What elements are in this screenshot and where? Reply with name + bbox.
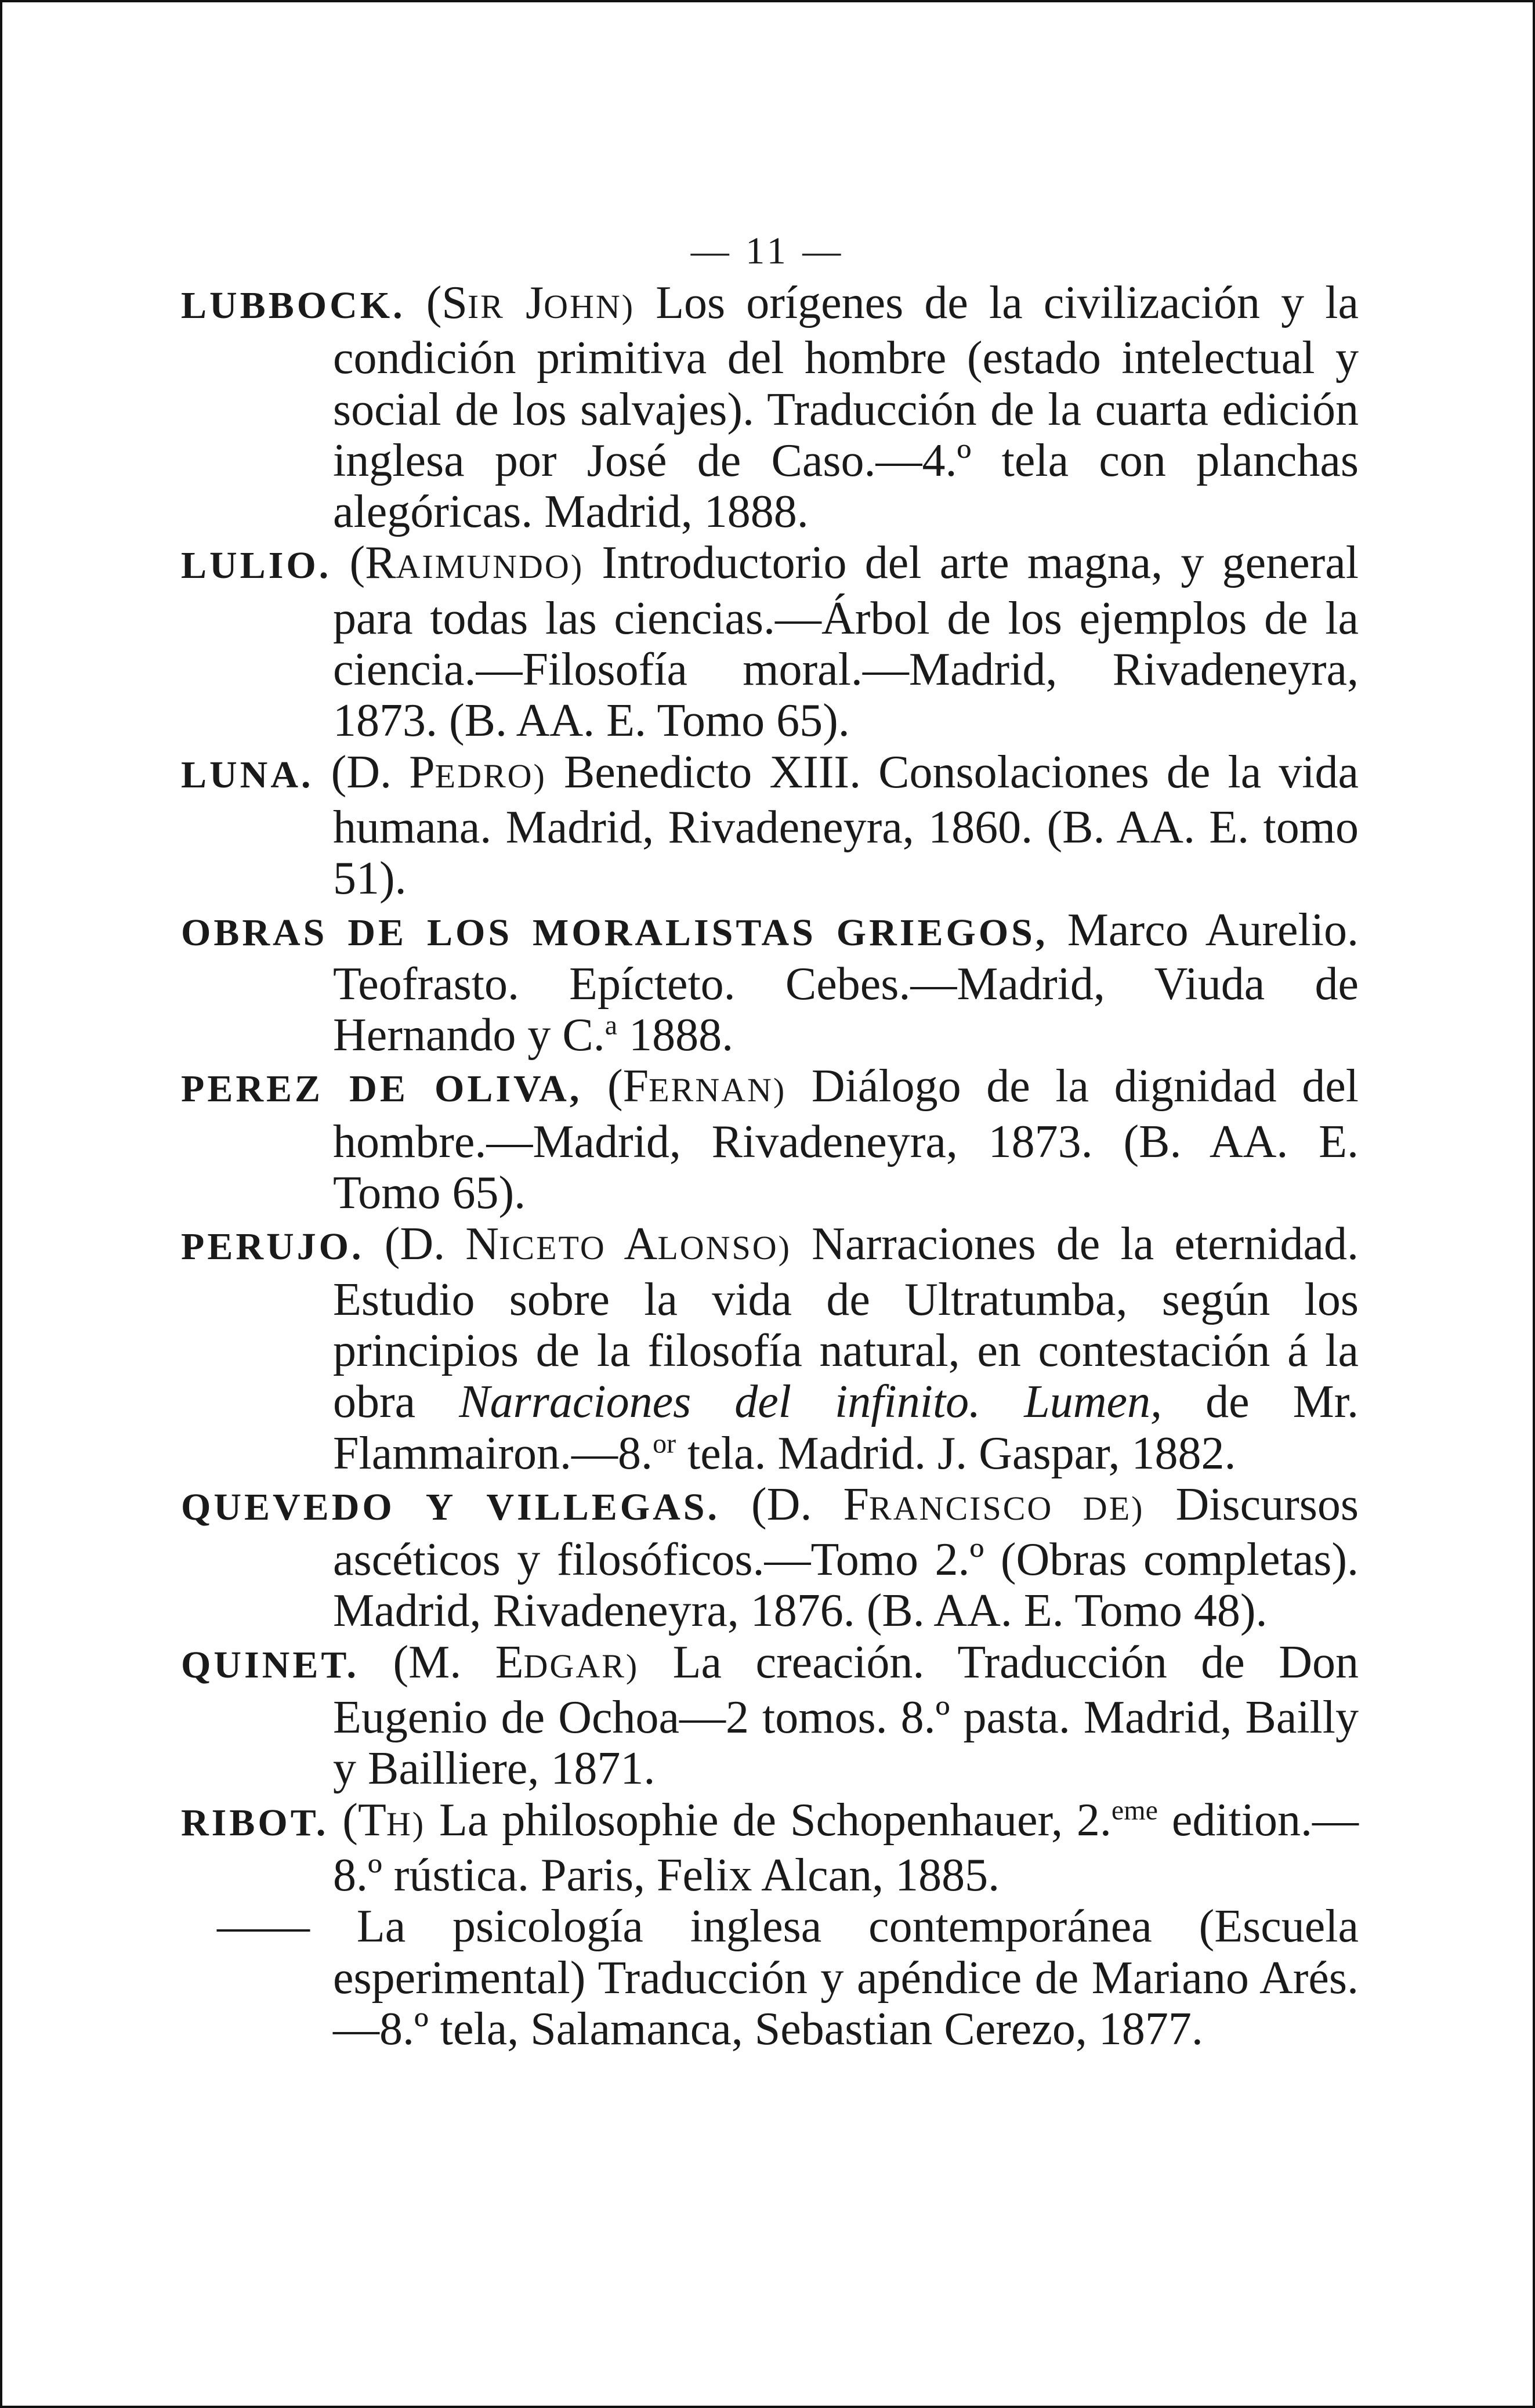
entry-headword: LUBBOCK. bbox=[181, 284, 406, 327]
entry-headword: OBRAS DE LOS MORALISTAS GRIEGOS, bbox=[181, 911, 1048, 954]
entry-headword: PEREZ DE OLIVA, bbox=[181, 1068, 582, 1111]
entry-text: Los orígenes de la civilización y la condición primitiva del hombre (estado intelectual y social de los salvajes). Traducción de la cuarta edición inglesa por José de Caso.—4.º tela con planchas alegóricas. Madrid, 1888. bbox=[333, 277, 1359, 538]
list-item bbox=[181, 1061, 1359, 1219]
entry-author: (D. NICETO ALONSO) bbox=[384, 1219, 791, 1270]
bibliography-list bbox=[181, 277, 1359, 2055]
page-number: — 11 — bbox=[690, 230, 845, 272]
superscript: eme bbox=[1111, 1794, 1158, 1825]
entry-text: Narraciones de la eternidad. Estudio sobre la vida de Ultratumba, según los principios de la filosofía natural, en contestación á la obra bbox=[333, 1219, 1359, 1428]
entry-text: Introductorio del arte magna, y general para todas las ciencias.—Árbol de los ejemplos de la ciencia.—Filosofía moral.—Madrid, Rivadeneyra, 1873. (B. AA. E. Tomo 65). bbox=[333, 537, 1359, 747]
entry-headword: PERUJO. bbox=[181, 1225, 364, 1268]
entry-headword: RIBOT. bbox=[181, 1801, 329, 1844]
ditto-dash: —— bbox=[217, 1901, 310, 1953]
entry-headword: LUNA. bbox=[181, 753, 314, 796]
entry-author: (FERNAN) bbox=[607, 1061, 787, 1112]
entry-headword: LULIO. bbox=[181, 544, 332, 587]
superscript: or bbox=[653, 1427, 676, 1459]
entry-text: La philosophie de Schopenhauer, 2. bbox=[425, 1794, 1112, 1846]
entry-text: Discursos ascéticos y filosóficos.—Tomo 2.º (Obras completas). Madrid, Rivadeneyra, 1876. (B. AA. E. Tomo 48). bbox=[333, 1478, 1359, 1637]
list-item bbox=[181, 1637, 1359, 1795]
list-item bbox=[181, 537, 1359, 746]
list-item bbox=[181, 1479, 1359, 1637]
entry-text: Benedicto XIII. Consolaciones de la vida humana. Madrid, Rivadeneyra, 1860. (B. AA. E. tomo 51). bbox=[333, 746, 1359, 905]
entry-text-after: edition.—8.º rústica. Paris, Felix Alcan, 1885. bbox=[333, 1794, 1359, 1901]
entry-headword: QUINET. bbox=[181, 1643, 359, 1686]
list-item bbox=[181, 1219, 1359, 1478]
entry-author: (M. EDGAR) bbox=[393, 1636, 639, 1688]
entry-author: (SIR JOHN) bbox=[426, 277, 635, 328]
entry-text: La psicología inglesa contemporánea (Escuela esperimental) Traducción y apéndice de Mariano Arés.—8.º tela, Salamanca, Sebastian Cerezo, 1877. bbox=[310, 1901, 1359, 2055]
list-item bbox=[181, 1795, 1359, 1901]
entry-headword: QUEVEDO Y VILLEGAS. bbox=[181, 1485, 720, 1528]
entry-text-after: de Mr. Flammairon.—8. bbox=[333, 1376, 1359, 1479]
list-item bbox=[181, 747, 1359, 905]
entry-text: La creación. Traducción de Don Eugenio de Ochoa—2 tomos. 8.º pasta. Madrid, Bailly y Bailliere, 1871. bbox=[333, 1636, 1359, 1795]
list-item bbox=[181, 1901, 1359, 2055]
list-item bbox=[181, 905, 1359, 1061]
entry-text: Marco Aurelio. Teofrasto. Epícteto. Cebes.—Madrid, Viuda de Hernando y C. bbox=[333, 904, 1359, 1061]
entry-author: (D. FRANCISCO DE) bbox=[751, 1478, 1145, 1530]
entry-author: (RAIMUNDO) bbox=[349, 537, 584, 589]
entry-text: Diálogo de la dignidad del hombre.—Madrid, Rivadeneyra, 1873. (B. AA. E. Tomo 65). bbox=[333, 1061, 1359, 1219]
entry-text-after: 1888. bbox=[617, 1010, 734, 1061]
list-item bbox=[181, 277, 1359, 537]
entry-italic-title: Narraciones del infinito. Lumen, bbox=[459, 1376, 1163, 1428]
entry-author: (TH) bbox=[342, 1794, 426, 1846]
entry-text-after: tela. Madrid. J. Gaspar, 1882. bbox=[676, 1427, 1236, 1479]
superscript: a bbox=[604, 1010, 618, 1041]
entry-author: (D. PEDRO) bbox=[331, 746, 546, 798]
